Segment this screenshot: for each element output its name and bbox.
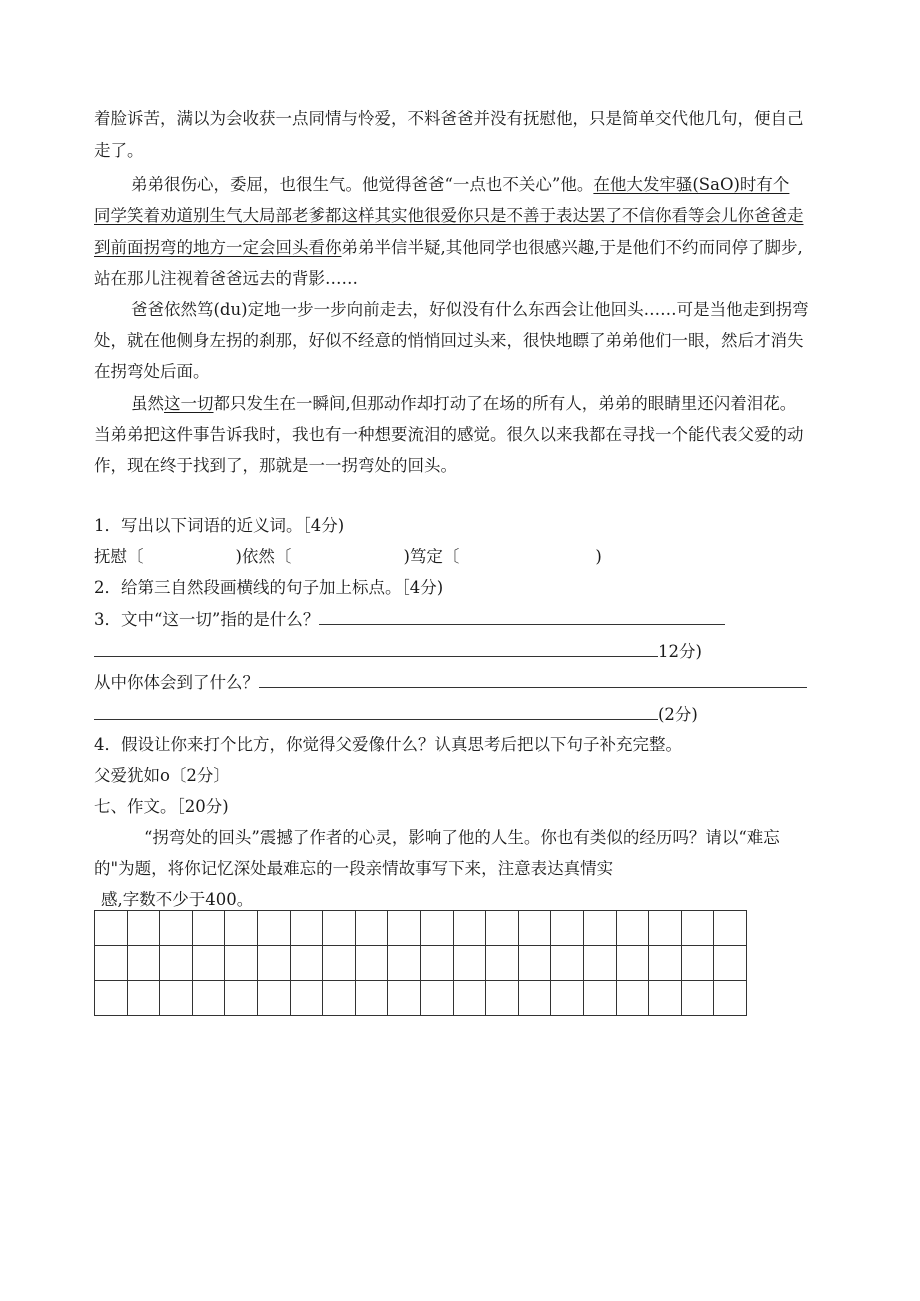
grid-cell[interactable]	[453, 911, 486, 946]
grid-cell[interactable]	[388, 981, 421, 1016]
grid-cell[interactable]	[323, 946, 356, 981]
question-4: 4．假设让你来打个比方，你觉得父爱像什么？认真思考后把以下句子补充完整。	[94, 735, 682, 754]
grid-cell[interactable]	[714, 946, 747, 981]
grid-cell[interactable]	[95, 911, 128, 946]
grid-cell[interactable]	[551, 946, 584, 981]
grid-cell[interactable]	[127, 981, 160, 1016]
composition-prompt: “拐弯处的回头”震撼了作者的心灵，影响了他的人生。你也有类似的经历吗？请以“难忘	[144, 828, 780, 847]
grid-row	[95, 946, 747, 981]
grid-cell[interactable]	[551, 981, 584, 1016]
passage-line: 站在那儿注视着爸爸远去的背影……	[94, 269, 358, 288]
passage-line: 处，就在他侧身左拐的刹那，好似不经意的悄悄回过头来，很快地瞟了弟弟他们一眼，然后才消失	[94, 331, 804, 350]
passage-line: 着脸诉苦，满以为会收获一点同情与怜爱，不料爸爸并没有抚慰他，只是简单交代他几句，便自己	[94, 109, 804, 128]
grid-cell[interactable]	[257, 946, 290, 981]
grid-cell[interactable]	[681, 981, 714, 1016]
grid-cell[interactable]	[583, 946, 616, 981]
grid-cell[interactable]	[486, 946, 519, 981]
grid-cell[interactable]	[160, 981, 193, 1016]
grid-cell[interactable]	[681, 911, 714, 946]
grid-cell[interactable]	[127, 911, 160, 946]
question-text: 3．文中“这一切”指的是什么？	[94, 610, 320, 629]
underlined-sentence: 到前面拐弯的地方一定会回头看你	[94, 238, 342, 257]
grid-cell[interactable]	[453, 946, 486, 981]
passage-line: 当弟弟把这件事告诉我时，我也有一种想要流泪的感觉。很久以来我都在寻找一个能代表父爱的动	[94, 425, 804, 444]
grid-cell[interactable]	[192, 981, 225, 1016]
grid-cell[interactable]	[583, 981, 616, 1016]
grid-cell[interactable]	[681, 946, 714, 981]
grid-cell[interactable]	[518, 981, 551, 1016]
grid-row	[95, 911, 747, 946]
grid-cell[interactable]	[355, 946, 388, 981]
passage-line	[94, 237, 803, 259]
answer-line[interactable]	[94, 703, 658, 720]
grid-cell[interactable]	[95, 946, 128, 981]
composition-prompt: 感,字数不少于400。	[101, 890, 254, 909]
grid-cell[interactable]	[225, 946, 258, 981]
grid-cell[interactable]	[616, 946, 649, 981]
passage-line	[94, 205, 804, 227]
grid-row	[95, 981, 747, 1016]
score-label: 12分)	[658, 642, 702, 661]
grid-cell[interactable]	[127, 946, 160, 981]
passage-line: 走了。	[94, 141, 144, 160]
grid-cell[interactable]	[420, 946, 453, 981]
grid-cell[interactable]	[257, 981, 290, 1016]
passage-text: 都只发生在一瞬间,但那动作却打动了在场的所有人，弟弟的眼睛里还闪着泪花。	[213, 394, 797, 413]
grid-cell[interactable]	[290, 981, 323, 1016]
grid-cell[interactable]	[355, 911, 388, 946]
word-label: )	[595, 547, 602, 566]
section-heading: 七、作文。［20分)	[94, 797, 229, 816]
grid-cell[interactable]	[453, 981, 486, 1016]
composition-prompt: 的"为题，将你记忆深处最难忘的一段亲情故事写下来，注意表达真情实	[94, 859, 614, 878]
grid-cell[interactable]	[225, 981, 258, 1016]
grid-cell[interactable]	[388, 946, 421, 981]
grid-cell[interactable]	[551, 911, 584, 946]
grid-cell[interactable]	[649, 911, 682, 946]
grid-cell[interactable]	[714, 981, 747, 1016]
grid-cell[interactable]	[714, 911, 747, 946]
answer-line[interactable]	[94, 640, 658, 657]
grid-cell[interactable]	[225, 911, 258, 946]
grid-cell[interactable]	[616, 911, 649, 946]
grid-cell[interactable]	[323, 981, 356, 1016]
grid-cell[interactable]	[323, 911, 356, 946]
grid-cell[interactable]	[616, 981, 649, 1016]
passage-line: 在拐弯处后面。	[94, 362, 210, 381]
passage-text: 弟弟半信半疑,其他同学也很感兴趣,于是他们不约而同停了脚步,	[341, 238, 803, 257]
grid-cell[interactable]	[649, 946, 682, 981]
grid-cell[interactable]	[355, 981, 388, 1016]
grid-cell[interactable]	[257, 911, 290, 946]
question-1-answers	[94, 546, 602, 568]
word-label: )依然〔	[235, 547, 292, 566]
grid-cell[interactable]	[192, 946, 225, 981]
passage-text: 虽然	[131, 394, 164, 413]
passage-line	[131, 393, 796, 415]
underlined-phrase: 这一切	[164, 394, 214, 413]
grid-cell[interactable]	[95, 981, 128, 1016]
question-text: 从中你体会到了什么？	[94, 673, 259, 692]
grid-cell[interactable]	[518, 946, 551, 981]
question-3-sub	[94, 671, 807, 694]
question-4-fill: 父爱犹如o〔2分〕	[94, 766, 230, 785]
grid-cell[interactable]	[160, 946, 193, 981]
grid-cell[interactable]	[649, 981, 682, 1016]
passage-line	[131, 174, 789, 196]
passage-text: 弟弟很伤心，委屈，也很生气。他觉得爸爸“一点也不关心”他。	[131, 175, 594, 194]
question-3	[94, 608, 725, 631]
word-label: )笃定〔	[403, 547, 460, 566]
question-2: 2．给第三自然段画横线的句子加上标点。［4分)	[94, 578, 444, 597]
grid-cell[interactable]	[420, 981, 453, 1016]
score-label: (2分)	[658, 705, 698, 724]
question-3-line2	[94, 640, 702, 663]
passage-line: 爸爸依然笃(du)定地一步一步向前走去，好似没有什么东西会让他回头……可是当他走到拐弯	[131, 300, 809, 319]
grid-cell[interactable]	[160, 911, 193, 946]
passage-line: 作，现在终于找到了，那就是一一拐弯处的回头。	[94, 456, 457, 475]
grid-cell[interactable]	[518, 911, 551, 946]
grid-cell[interactable]	[192, 911, 225, 946]
writing-grid[interactable]	[94, 910, 747, 1016]
grid-cell[interactable]	[290, 946, 323, 981]
grid-cell[interactable]	[290, 911, 323, 946]
grid-cell[interactable]	[420, 911, 453, 946]
question-3-sub-line2	[94, 703, 698, 726]
grid-cell[interactable]	[583, 911, 616, 946]
answer-line[interactable]	[319, 608, 725, 625]
word-label: 抚慰〔	[94, 547, 144, 566]
underlined-sentence: 同学笑着劝道别生气大局部老爹都这样其实他很爱你只是不善于表达罢了不信你看等会儿你爸爸走	[94, 206, 804, 225]
grid-cell[interactable]	[388, 911, 421, 946]
underlined-sentence: 在他大发牢骚(SaO)时有个	[593, 175, 790, 194]
grid-cell[interactable]	[486, 981, 519, 1016]
question-1: 1．写出以下词语的近义词。［4分)	[94, 516, 345, 535]
answer-line[interactable]	[259, 671, 807, 688]
grid-cell[interactable]	[486, 911, 519, 946]
